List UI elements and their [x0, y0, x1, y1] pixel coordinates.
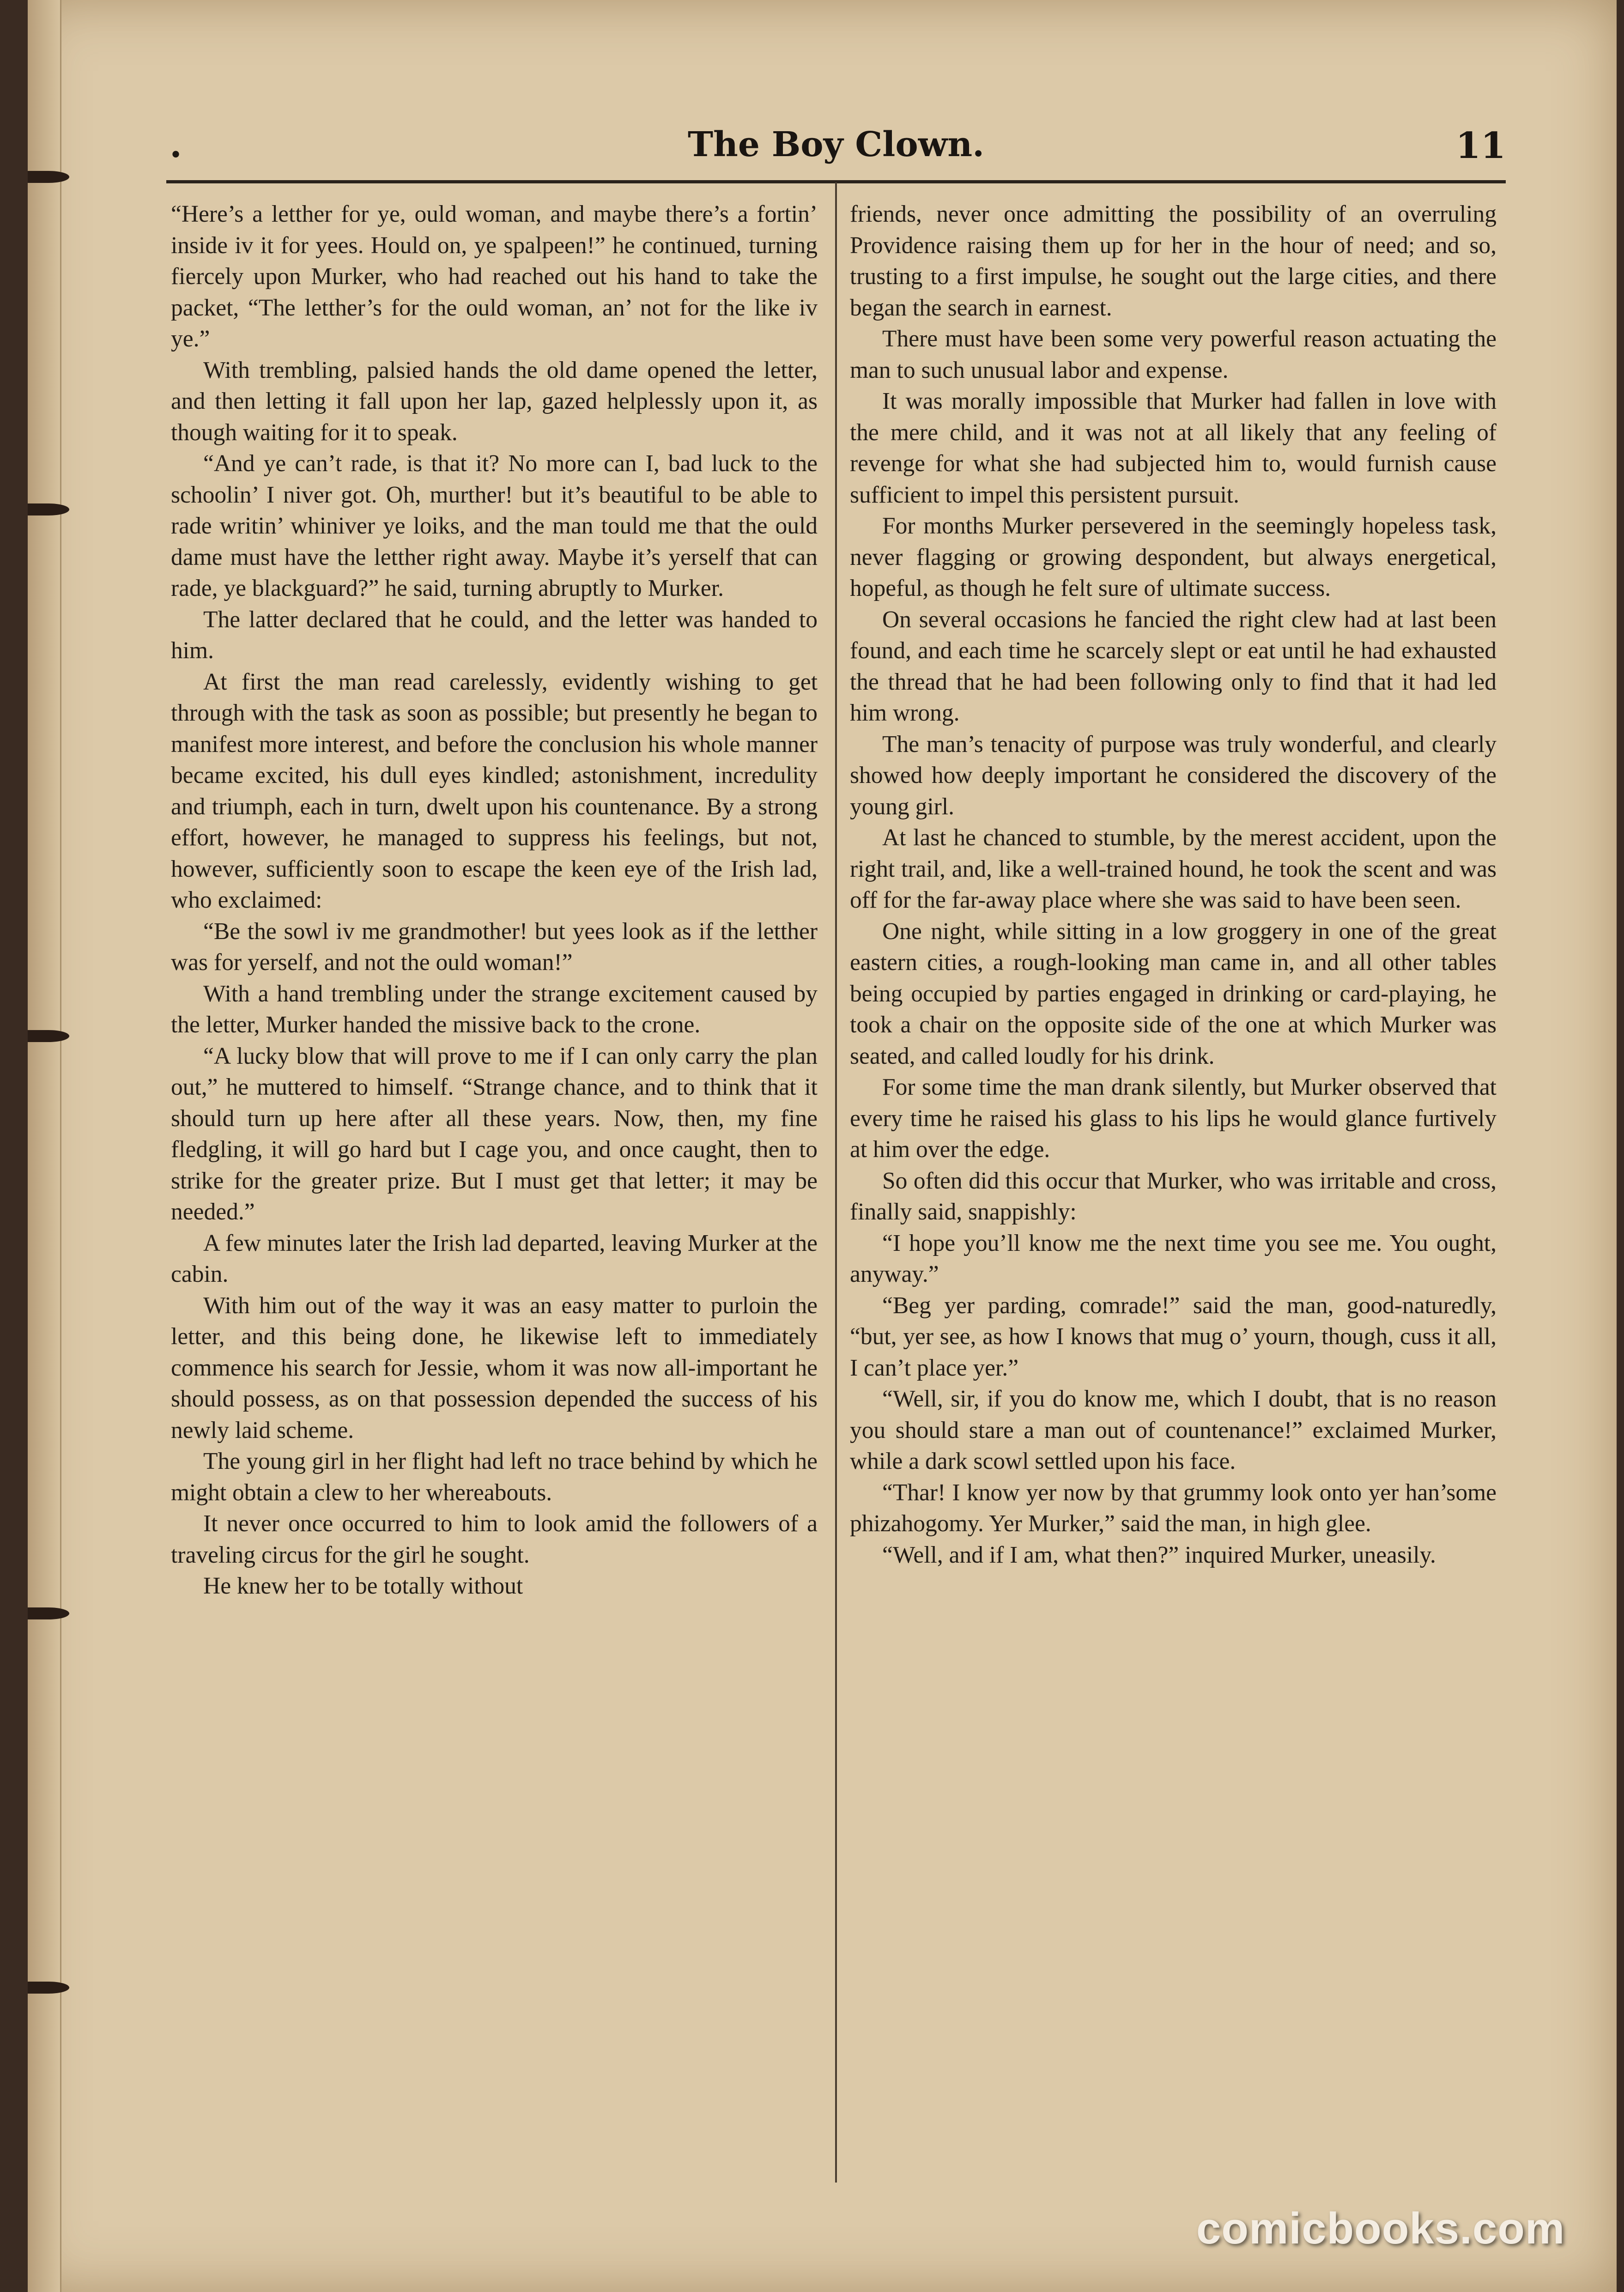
paragraph: So often did this occur that Murker, who was irritable and cross, finally said, snappishly:	[850, 1167, 1497, 1225]
staple-hole	[28, 171, 69, 183]
paragraph: The young girl in her flight had left no trace behind by which he might obtain a clew to her whereabouts.	[171, 1448, 818, 1506]
paragraph: With him out of the way it was an easy matter to purloin the letter, and this being done, he likewise left to immediately commence his search for Jessie, whom it was now all-important he should possess, as on that possession depended the success of his newly laid scheme.	[171, 1292, 818, 1443]
staple-hole	[28, 1607, 69, 1619]
paragraph: He knew her to be totally without	[203, 1573, 523, 1599]
staple-hole	[28, 503, 69, 515]
binding-edge	[28, 0, 61, 2292]
paragraph: The latter declared that he could, and the letter was handed to him.	[171, 606, 818, 664]
column-divider	[835, 182, 837, 2183]
paragraph: “A lucky blow that will prove to me if I can only carry the plan out,” he muttered to himself. “Strange chance, and to think that it should turn up here after all these years. Now, then, my fine fledgling, it will go hard but I cage you, and once caught, then to strike for the greater prize. But I must get that letter; it may be needed.”	[171, 1043, 818, 1225]
paragraph: With trembling, palsied hands the old dame opened the letter, and then letting it fall upon her lap, gazed helplessly upon it, as though waiting for it to speak.	[171, 357, 818, 446]
paragraph: “Be the sowl iv me grandmother! but yees look as if the letther was for yerself, and not the ould woman!”	[171, 918, 818, 976]
paragraph: There must have been some very powerful reason actuating the man to such unusual labor and expense.	[850, 326, 1497, 383]
page-header	[166, 120, 1506, 176]
paragraph: “Well, sir, if you do know me, which I doubt, that is no reason you should stare a man out of countenance!” exclaimed Murker, while a dark scowl settled upon his face.	[850, 1386, 1497, 1474]
left-column	[171, 199, 818, 1602]
paragraph: “Here’s a letther for ye, ould woman, and maybe there’s a fortin’ inside iv it for yees. Hould on, ye spalpeen!” he continued, turning fiercely upon Murker, who had reached out his hand to take the packet, “The letther’s for the ould woman, an’ not for the like iv ye.”	[171, 201, 818, 352]
paragraph: A few minutes later the Irish lad departed, leaving Murker at the cabin.	[171, 1230, 818, 1287]
staple-hole	[28, 1982, 69, 1994]
paragraph: It was morally impossible that Murker had fallen in love with the mere child, and it was not at all likely that any feeling of revenge for what she had subjected him to, would furnish cause sufficient to impel this persistent pursuit.	[850, 388, 1497, 508]
paragraph: At last he chanced to stumble, by the merest accident, upon the right trail, and, like a well-trained hound, he took the scent and was off for the far-away place where she was said to have been seen.	[850, 825, 1497, 913]
paragraph: “Beg yer parding, comrade!” said the man, good-naturedly, “but, yer see, as how I knows that mug o’ yourn, though, cuss it all, I can’t place yer.”	[850, 1292, 1497, 1381]
page-number: 11	[1455, 125, 1506, 167]
paragraph: “And ye can’t rade, is that it? No more can I, bad luck to the schoolin’ I niver got. Oh, murther! but it’s beautiful to be able to rade writin’ whiniver ye loiks, and the man tould me that the ould dame must have the letther right away. Maybe it’s yerself that can rade, ye blackguard?” he said, turning abruptly to Murker.	[171, 450, 818, 601]
paragraph: With a hand trembling under the strange excitement caused by the letter, Murker handed the missive back to the crone.	[171, 980, 818, 1038]
paragraph: The man’s tenacity of purpose was truly wonderful, and clearly showed how deeply important he considered the discovery of the young girl.	[850, 731, 1497, 820]
watermark: comicbooks.com	[1196, 2204, 1565, 2253]
paragraph: One night, while sitting in a low groggery in one of the great eastern cities, a rough-looking man came in, and all other tables being occupied by parties engaged in drinking or card-playing, he took a chair on the opposite side of the one at which Murker was seated, and called loudly for his drink.	[850, 918, 1497, 1069]
paragraph: For months Murker persevered in the seemingly hopeless task, never flagging or growing despondent, but always energetical, hopeful, as though he felt sure of ultimate success.	[850, 513, 1497, 601]
right-column	[850, 199, 1497, 1570]
header-dot: •	[171, 139, 181, 170]
paragraph: “Thar! I know yer now by that grummy look onto yer han’some phizahogomy. Yer Murker,” said the man, in high glee.	[850, 1479, 1497, 1537]
paragraph: friends, never once admitting the possibility of an overruling Providence raising them up for her in the hour of need; and so, trusting to a first impulse, he sought out the large cities, and there began the search in earnest.	[850, 201, 1497, 321]
staple-hole	[28, 1030, 69, 1042]
paragraph: At first the man read carelessly, evidently wishing to get through with the task as soon as possible; but presently he began to manifest more interest, and before the conclusion his whole manner became excited, his dull eyes kindled; astonishment, incredulity and triumph, each in turn, dwelt upon his countenance. By a strong effort, however, he managed to suppress his feelings, but not, however, sufficiently soon to escape the keen eye of the Irish lad, who exclaimed:	[171, 668, 818, 913]
paragraph: It never once occurred to him to look amid the followers of a traveling circus for the girl he sought.	[171, 1510, 818, 1568]
paragraph: “Well, and if I am, what then?” inquired Murker, uneasily.	[882, 1541, 1436, 1568]
paragraph: For some time the man drank silently, but Murker observed that every time he raised his glass to his lips he would glance furtively at him over the edge.	[850, 1074, 1497, 1163]
running-title: The Boy Clown.	[687, 125, 984, 164]
paragraph: On several occasions he fancied the right clew had at last been found, and each time he scarcely slept or eat until he had exhausted the thread that he had been following only to find that it had led him wrong.	[850, 606, 1497, 726]
paragraph: “I hope you’ll know me the next time you see me. You ought, anyway.”	[850, 1230, 1497, 1287]
